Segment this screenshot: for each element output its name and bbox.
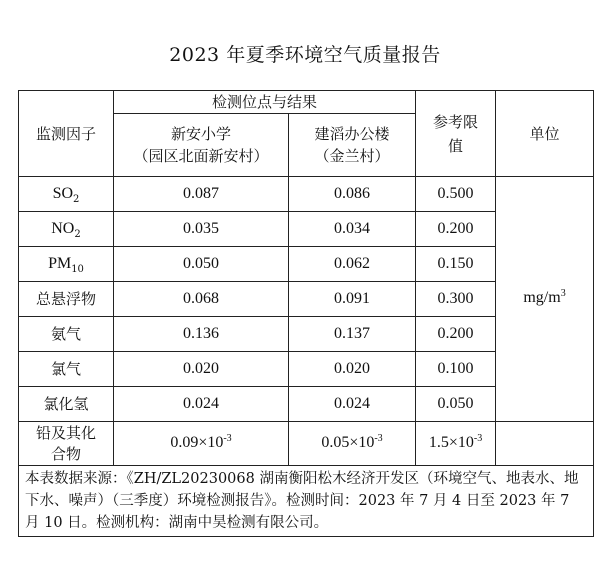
- site1-value: 0.050: [114, 247, 289, 282]
- site2-value: 0.086: [289, 177, 416, 212]
- header-reference-limit: [416, 91, 496, 177]
- factor-cell: $SO_2$: [19, 177, 114, 212]
- header-site2: [289, 114, 416, 177]
- site1-location: （园区北面新安村）: [133, 147, 269, 165]
- site2-value: $0.05\times 10^{-3}$: [289, 422, 416, 466]
- site1-value: 0.020: [114, 352, 289, 387]
- site1-value: 0.087: [114, 177, 289, 212]
- report-title: 2023 年夏季环境空气质量报告: [169, 44, 441, 66]
- site2-location: （金兰村）: [314, 147, 390, 165]
- table-row: [19, 177, 594, 212]
- site2-value: 0.062: [289, 247, 416, 282]
- header-factor: 监测因子: [19, 91, 114, 177]
- air-quality-table: [18, 90, 594, 537]
- limit-value: 0.200: [416, 212, 496, 247]
- limit-value: 0.150: [416, 247, 496, 282]
- unit-blank-cell: [496, 422, 594, 466]
- site2-name: 建滔办公楼: [314, 125, 390, 143]
- site2-value: 0.137: [289, 317, 416, 352]
- factor-cell: 氯化氢: [19, 387, 114, 422]
- site2-value: 0.034: [289, 212, 416, 247]
- site1-name: 新安小学: [170, 125, 231, 143]
- limit-value: 0.300: [416, 282, 496, 317]
- limit-value: 0.050: [416, 387, 496, 422]
- unit-cell: $mg/m^3$: [496, 177, 594, 422]
- limit-value: $1.5\times 10^{-3}$: [416, 422, 496, 466]
- header-unit: 单位: [496, 91, 594, 177]
- factor-cell: 总悬浮物: [19, 282, 114, 317]
- site2-value: 0.024: [289, 387, 416, 422]
- site2-value: 0.020: [289, 352, 416, 387]
- header-site1: [114, 114, 289, 177]
- site1-value: 0.068: [114, 282, 289, 317]
- header-reference-label: 参考限值: [433, 112, 479, 155]
- limit-value: 0.100: [416, 352, 496, 387]
- factor-cell: $NO_2$: [19, 212, 114, 247]
- factor-cell: 氯气: [19, 352, 114, 387]
- header-site-group: 检测位点与结果: [114, 91, 416, 114]
- factor-cell: 氨气: [19, 317, 114, 352]
- limit-value: 0.500: [416, 177, 496, 212]
- data-source-footnote: 本表数据来源：《ZH/ZL20230068 湖南衡阳松木经济开发区（环境空气、地表水、地下水、噪声）（三季度）环境检测报告》。检测时间：2023 年 7 月 4 日至 2023 年 7 月 10 日。检测机构：湖南中昊检测有限公司。: [19, 466, 594, 537]
- site1-value: 0.136: [114, 317, 289, 352]
- site2-value: 0.091: [289, 282, 416, 317]
- factor-cell: 铅及其化合物: [19, 422, 114, 466]
- limit-value: 0.200: [416, 317, 496, 352]
- table-row: [19, 422, 594, 466]
- site1-value: 0.035: [114, 212, 289, 247]
- site1-value: 0.024: [114, 387, 289, 422]
- factor-cell: $PM_{10}$: [19, 247, 114, 282]
- site1-value: $0.09\times 10^{-3}$: [114, 422, 289, 466]
